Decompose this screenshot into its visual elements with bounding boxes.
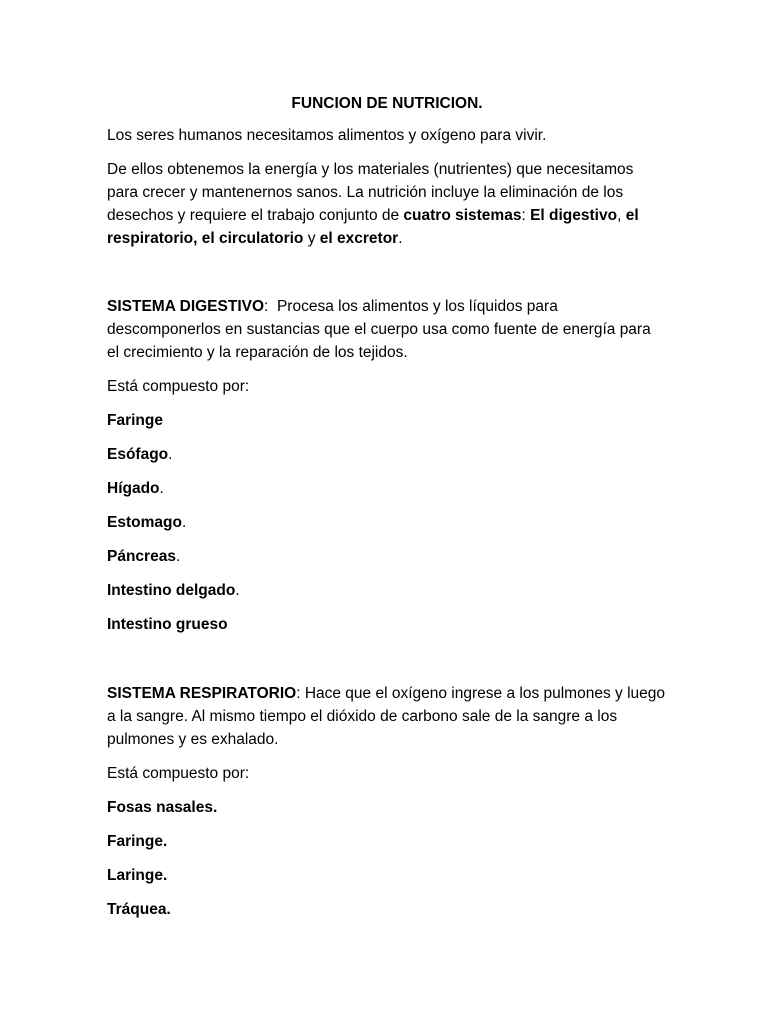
- list-item: [107, 443, 667, 466]
- list-item: [107, 511, 667, 534]
- organ-name: Fosas nasales.: [107, 799, 218, 816]
- respiratorio-text: Hace que el oxígeno ingrese a los pulmones y luego a la sangre. Al mismo tiempo el dióxido de carbono sale de la sangre a los pulmones y es exhalado.: [107, 685, 665, 748]
- digestivo-heading-sep: :: [264, 298, 277, 315]
- organ-suffix: .: [181, 514, 187, 531]
- intro-paragraph-1: Los seres humanos necesitamos alimentos y oxígeno para vivir.: [107, 127, 547, 144]
- organ-name: Tráquea.: [107, 901, 171, 918]
- document-body: [107, 92, 667, 932]
- organ-name: Estomago: [107, 514, 182, 531]
- intro-text: De ellos obtenemos la energía y los materiales (nutrientes) que necesitamos para crecer y mantenernos sanos. La nutrición incluye la eliminación de los desechos y requiere el trabajo conjunto de: [107, 161, 634, 224]
- respiratorio-paragraph: [107, 682, 667, 751]
- document-title: FUNCION DE NUTRICION.: [291, 95, 483, 112]
- list-item: [107, 864, 667, 887]
- organ-name: Hígado: [107, 480, 160, 497]
- respiratorio-heading-sep: :: [296, 685, 305, 702]
- spacer: [107, 647, 667, 682]
- list-item: [107, 898, 667, 921]
- digestivo-composed-label: Está compuesto por:: [107, 378, 250, 395]
- organ-name: Laringe.: [107, 867, 168, 884]
- organ-suffix: .: [159, 480, 164, 497]
- list-item: [107, 545, 667, 568]
- digestivo-heading: SISTEMA DIGESTIVO: [107, 298, 265, 315]
- organ-name: Esófago: [107, 446, 169, 463]
- bold-el-digestivo: El digestivo: [530, 207, 618, 224]
- digestivo-text: Procesa los alimentos y los líquidos para descomponerlos en sustancias que el cuerpo usa como fuente de energía para el crecimiento y la reparación de los tejidos.: [107, 298, 651, 361]
- list-item: [107, 477, 667, 500]
- organ-name: Intestino grueso: [107, 616, 228, 633]
- organ-name: Faringe.: [107, 833, 168, 850]
- bold-respiratorio-circulatorio: el respiratorio, el circulatorio: [107, 207, 639, 247]
- organ-suffix: .: [235, 582, 240, 599]
- organ-suffix: .: [168, 446, 173, 463]
- intro-text: :: [521, 207, 531, 224]
- intro-text: .: [398, 230, 403, 247]
- intro-text: y: [303, 230, 320, 247]
- intro-text: ,: [617, 207, 626, 224]
- bold-el-excretor: el excretor: [319, 230, 399, 247]
- spacer: [107, 261, 667, 295]
- list-item: [107, 830, 667, 853]
- respiratorio-heading: SISTEMA RESPIRATORIO: [107, 685, 297, 702]
- respiratorio-composed-label: Está compuesto por:: [107, 765, 250, 782]
- list-item: [107, 409, 667, 432]
- digestivo-paragraph: [107, 295, 667, 364]
- list-item: [107, 796, 667, 819]
- organ-name: Páncreas: [107, 548, 176, 565]
- organ-suffix: .: [175, 548, 181, 565]
- organ-name: Intestino delgado: [107, 582, 236, 599]
- organ-name: Faringe: [107, 412, 163, 429]
- list-item: [107, 613, 667, 636]
- list-item: [107, 579, 667, 602]
- bold-cuatro-sistemas: cuatro sistemas: [403, 207, 522, 224]
- intro-paragraph-2: [107, 158, 667, 250]
